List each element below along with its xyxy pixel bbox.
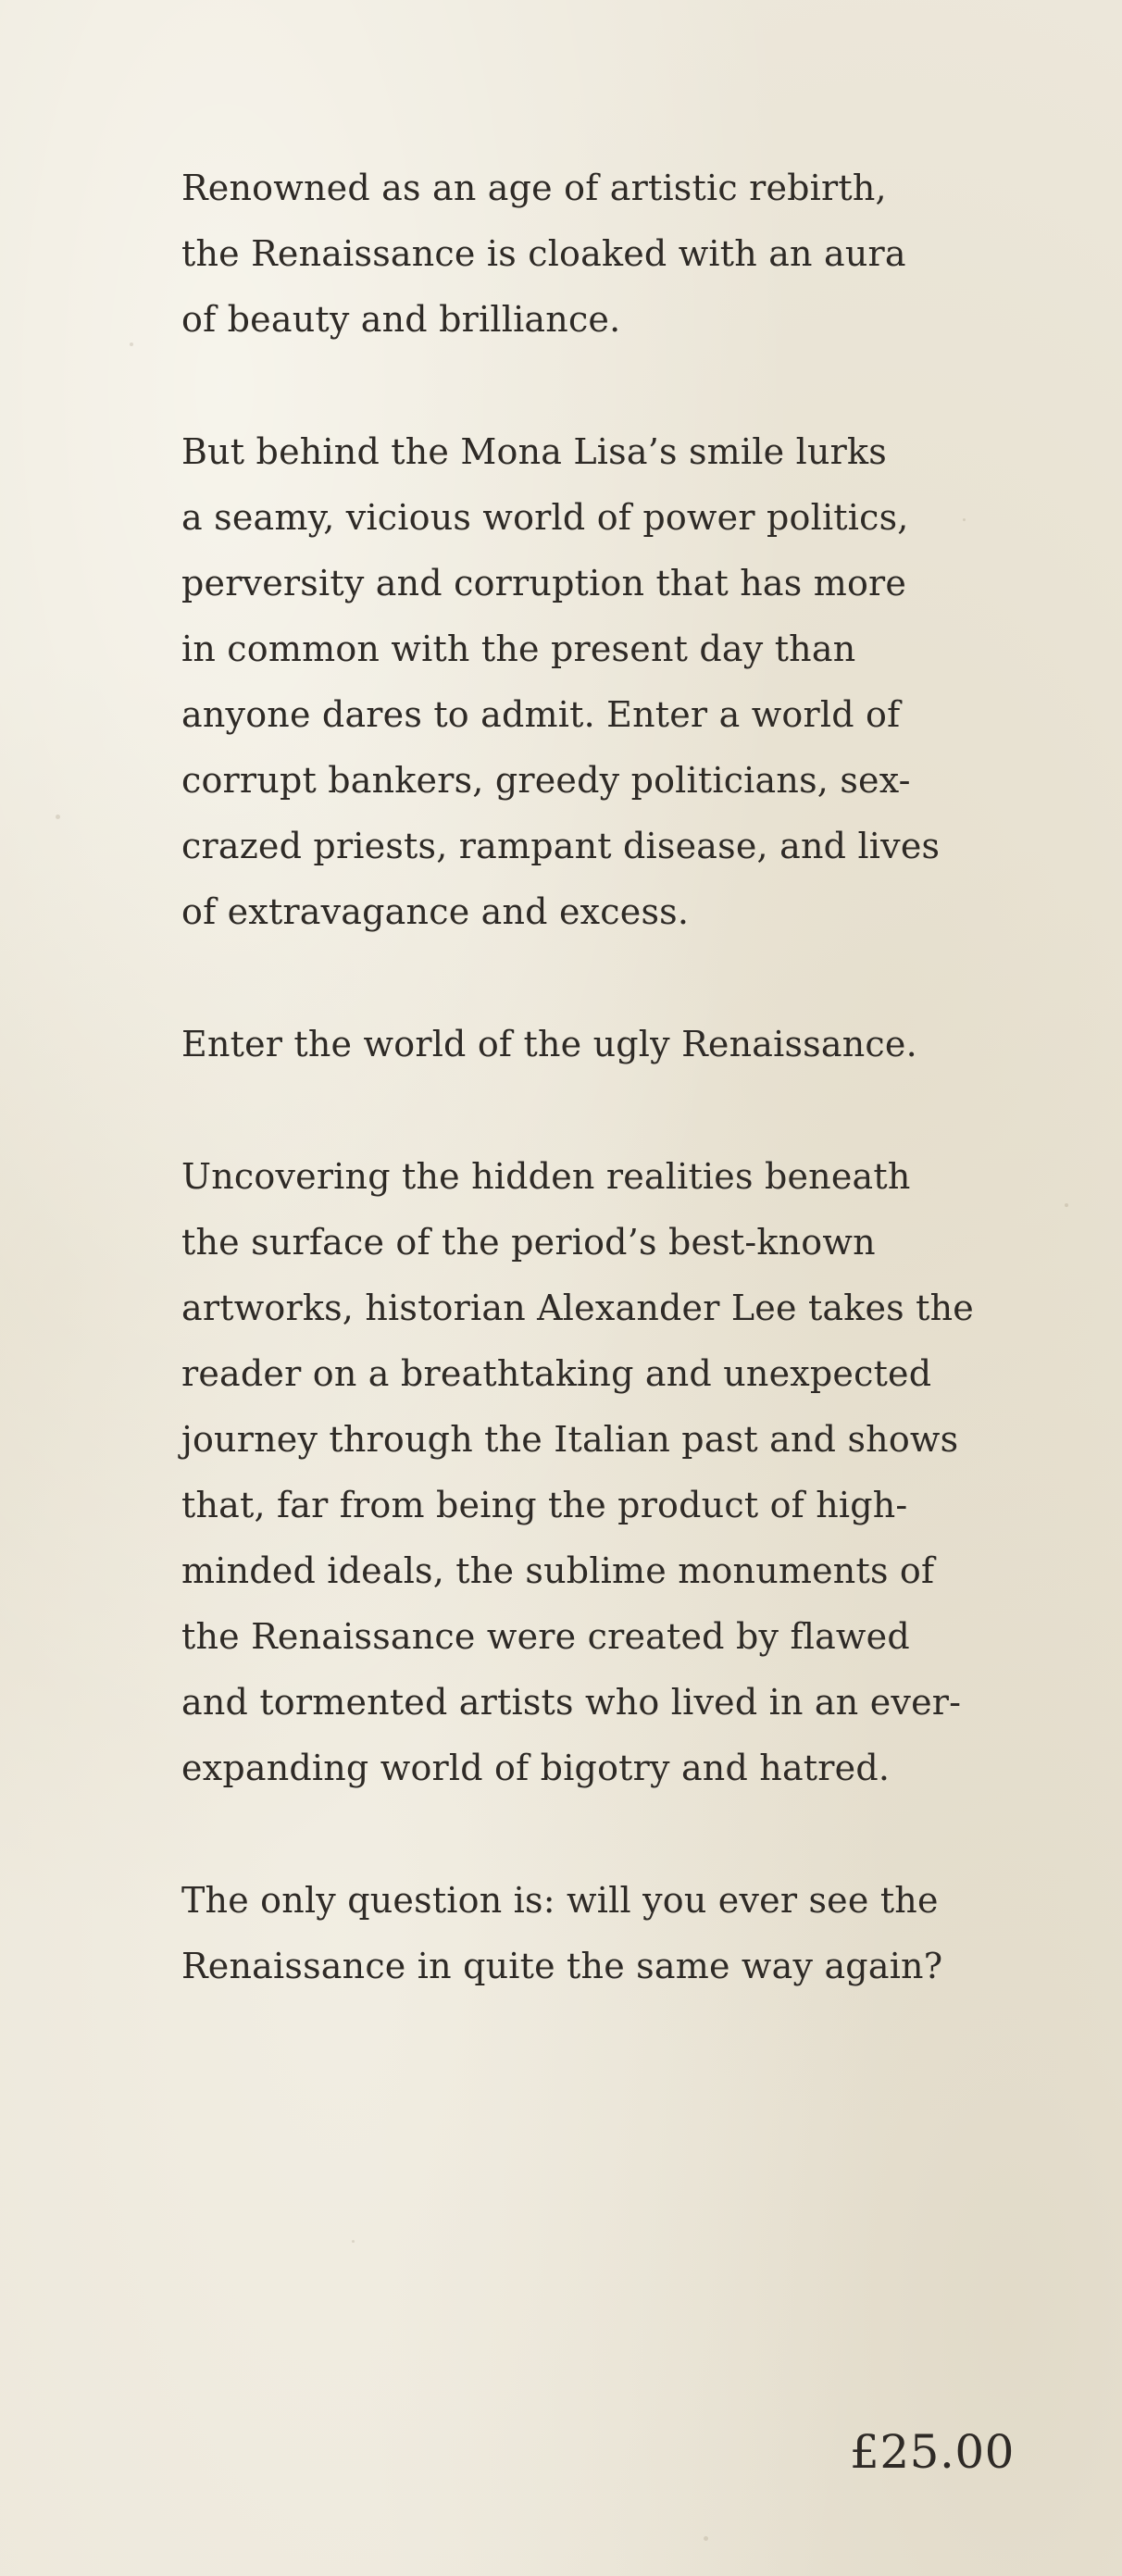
paragraph-uncovering [181,1144,1015,1801]
text-line: Renaissance in quite the same way again? [181,1946,943,1986]
text-line: Enter the world of the ugly Renaissance. [181,1024,917,1064]
text-line: the surface of the period’s best-known [181,1222,876,1263]
paper-speck [1065,1203,1068,1207]
price-label: £25.00 [850,2425,1015,2479]
text-line: of beauty and brilliance. [181,299,621,340]
paper-speck [56,815,60,819]
paragraph-intro [181,156,1015,353]
text-line: the Renaissance were created by flawed [181,1616,910,1657]
text-line: crazed priests, rampant disease, and lives [181,826,941,866]
text-line: expanding world of bigotry and hatred. [181,1748,891,1788]
text-line: artworks, historian Alexander Lee takes the [181,1288,974,1328]
text-line: that, far from being the product of high- [181,1485,908,1525]
paper-speck [704,2536,708,2541]
paragraph-behind-mona-lisa [181,419,1015,945]
text-line: journey through the Italian past and shows [181,1419,959,1460]
blurb-text [181,156,1015,2066]
paper-speck [130,342,133,346]
text-line: in common with the present day than [181,628,856,669]
text-line: of extravagance and excess. [181,891,690,932]
paragraph-question [181,1868,1015,1999]
text-line: The only question is: will you ever see the [181,1880,939,1921]
text-line: perversity and corruption that has more [181,563,907,604]
paper-speck [352,2240,355,2243]
text-line: But behind the Mona Lisa’s smile lurks [181,431,887,472]
text-line: corrupt bankers, greedy politicians, sex- [181,760,911,801]
text-line: a seamy, vicious world of power politics, [181,497,909,538]
text-line: Uncovering the hidden realities beneath [181,1156,911,1197]
text-line: the Renaissance is cloaked with an aura [181,233,906,274]
text-line: Renowned as an age of artistic rebirth, [181,168,887,208]
text-line: and tormented artists who lived in an ever- [181,1682,962,1723]
text-line: minded ideals, the sublime monuments of [181,1550,935,1591]
paragraph-enter-world [181,1012,1015,1077]
text-line: reader on a breathtaking and unexpected [181,1353,932,1394]
text-line: anyone dares to admit. Enter a world of [181,694,901,735]
